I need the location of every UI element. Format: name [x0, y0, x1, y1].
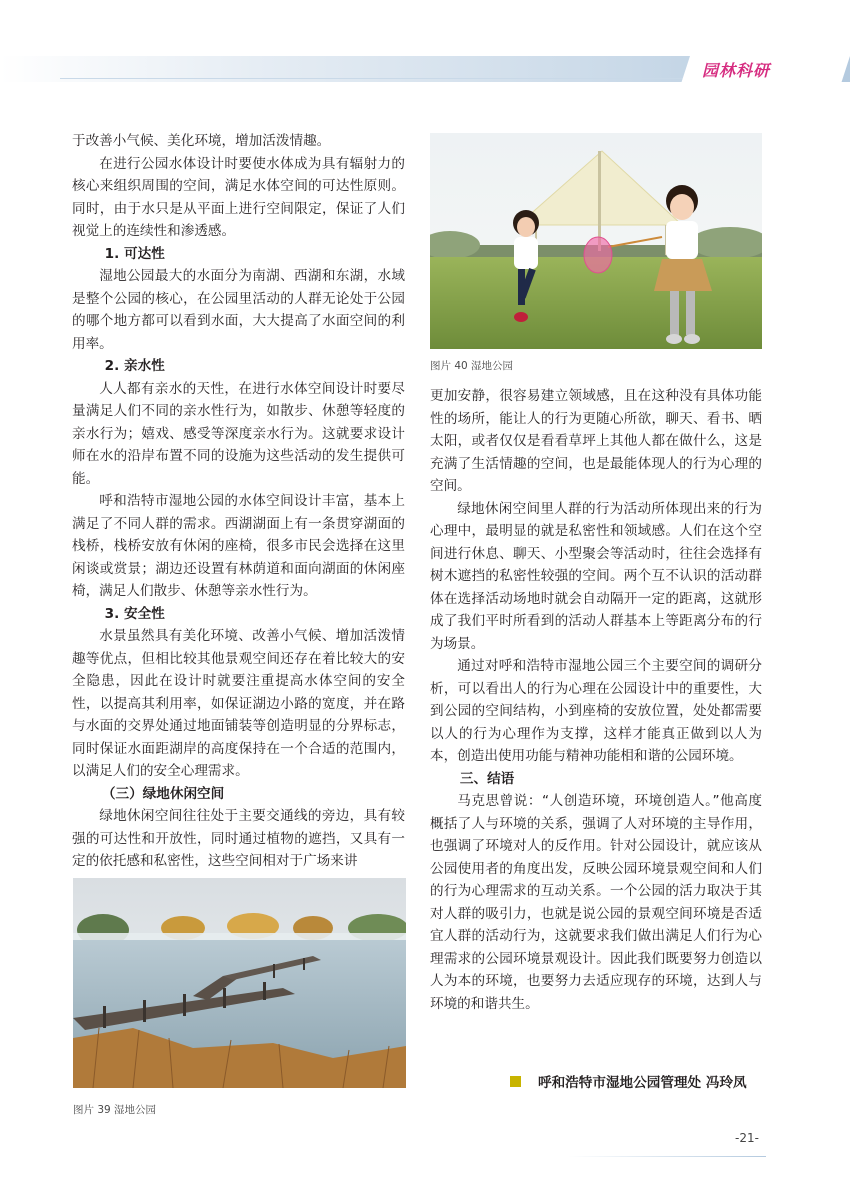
photo-children-in-park	[430, 133, 762, 349]
paragraph: 通过对呼和浩特市湿地公园三个主要空间的调研分析，可以看出人的行为心理在公园设计中的重要性，大到公园的空间结构，小到座椅的安放位置，处处都需要以人的行为心理作为支撑，这样才能真正做到以人为本，创造出使用功能与精神功能相和谐的公园环境。	[430, 658, 762, 764]
author-marker-icon	[510, 1076, 521, 1087]
header-rule	[60, 78, 700, 79]
left-text-column	[72, 130, 405, 873]
photo-children-illustration	[430, 133, 762, 349]
photo-boardwalk-illustration	[73, 878, 406, 1088]
paragraph: 绿地休闲空间往往处于主要交通线的旁边，具有较强的可达性和开放性，同时通过植物的遮挡，又具有一定的依托感和私密性，这些空间相对于广场来讲	[72, 808, 405, 869]
figure-40-caption: 图片 40 湿地公园	[430, 360, 514, 372]
photo-lake-boardwalk	[73, 878, 406, 1088]
paragraph: 湿地公园最大的水面分为南湖、西湖和东湖，水域是整个公园的核心，在公园里活动的人群无论处于公园的哪个地方都可以看到水面，大大提高了水面空间的利用率。	[72, 268, 405, 352]
right-text-column	[430, 385, 762, 1015]
page-number: -21-	[735, 1131, 759, 1145]
footer-rule	[568, 1156, 766, 1157]
subheading-safety: 3. 安全性	[104, 605, 165, 622]
author-affiliation: 呼和浩特市湿地公园管理处 冯玲凤	[538, 1075, 747, 1091]
paragraph: 呼和浩特市湿地公园的水体空间设计丰富，基本上满足了不同人群的需求。西湖湖面上有一条贯穿湖面的栈桥，栈桥安放有休闲的座椅，很多市民会选择在这里闲谈或赏景；湖边还设置有林荫道和面向湖面的休闲座椅，满足人们散步、休憩等亲水性行为。	[72, 493, 405, 599]
paragraph: 于改善小气候、美化环境，增加活泼情趣。	[72, 133, 331, 149]
section-title: 园林科研	[702, 61, 771, 80]
subheading-water-affinity: 2. 亲水性	[104, 358, 165, 374]
section-heading-conclusion: 三、结语	[459, 770, 515, 787]
paragraph: 绿地休闲空间里人群的行为活动所体现出来的行为心理中，最明显的就是私密性和领域感。人们在这个空间进行休息、聊天、小型聚会等活动时，往往会选择有树木遮挡的私密性较强的空间。两个互不认识的活动群体在选择活动场地时就会自动隔开一定的距离，这就形成了我们平时所看到的活动人群基本上等距离分布的行为场景。	[430, 500, 762, 652]
paragraph: 在进行公园水体设计时要使水体成为具有辐射力的核心来组织周围的空间，满足水体空间的可达性原则。同时，由于水只是从平面上进行空间限定，保证了人们视觉上的连续性和渗透感。	[72, 155, 405, 239]
figure-39-caption: 图片 39 湿地公园	[73, 1104, 157, 1116]
paragraph: 更加安静，很容易建立领域感，且在这种没有具体功能性的场所，能让人的行为更随心所欲，聊天、看书、晒太阳，或者仅仅是看看草坪上其他人都在做什么，这是充满了生活情趣的空间，也是最能体现人的行为心理的空间。	[430, 388, 762, 494]
subheading-accessibility: 1. 可达性	[104, 245, 165, 262]
paragraph: 水景虽然具有美化环境、改善小气候、增加活泼情趣等优点，但相比较其他景观空间还存在着比较大的安全隐患，因此在设计时就要注重提高水体空间的安全性，以提高其利用率，如保证湖边小路的宽度，并在路与水面的交界处通过地面铺装等创造明显的分界标志，同时保证水面距湖岸的高度保持在一个合适的范围内，以满足人们的安全心理需求。	[72, 628, 405, 779]
section-heading-green-leisure: （三）绿地休闲空间	[101, 785, 225, 802]
paragraph: 马克思曾说：“人创造环境，环境创造人。”他高度概括了人与环境的关系，强调了人对环境的主导作用，也强调了环境对人的反作用。针对公园设计，就应该从公园使用者的角度出发，反映公园环境景观空间和人们的行为心理需求的互动关系。一个公园的活力取决于其对人群的吸引力，也就是说公园的景观空间环境是否适宜人群的活动行为，这就要求我们做出满足人们行为心理需求的公园环境景观设计。因此我们既要努力创造以人为本的环境，也要努力去适应现存的环境，达到人与环境的和谐共生。	[430, 793, 762, 1012]
paragraph: 人人都有亲水的天性，在进行水体空间设计时要尽量满足人们不同的亲水性行为，如散步、休憩等轻度的亲水行为；嬉戏、感受等深度亲水行为。这就要求设计师在水的沿岸布置不同的设施为这些活动的发生提供可能。	[72, 380, 405, 487]
